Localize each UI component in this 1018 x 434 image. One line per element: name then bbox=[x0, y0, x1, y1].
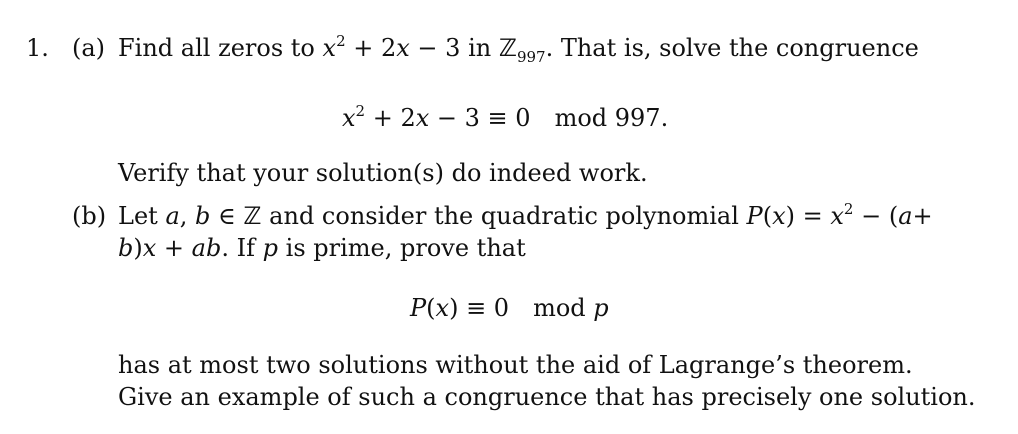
part-a-congruence-modulus: 997 bbox=[614, 104, 661, 132]
part-a-prefix: Find all zeros to bbox=[118, 34, 315, 62]
part-a-suffix: That is, solve the congruence bbox=[560, 34, 919, 62]
problem-number: 1. bbox=[26, 34, 49, 62]
part-b-consider: and consider the quadratic polynomial bbox=[269, 202, 739, 230]
part-b-closing-line1: has at most two solutions without the aid of Lagrange’s theorem. bbox=[118, 351, 913, 379]
part-b-let: Let bbox=[118, 202, 158, 230]
integers-symbol-b: ℤ bbox=[243, 202, 262, 230]
part-b-statement-line1: Let a, b ∈ ℤ and consider the quadratic polynomial $P(x) = x^2 - (a+$ bbox=[118, 200, 933, 230]
part-b-prove: is prime, prove that bbox=[285, 234, 526, 262]
integers-symbol: ℤ bbox=[498, 34, 517, 62]
part-a-verify: Verify that your solution(s) do indeed work. bbox=[118, 159, 648, 187]
part-b-if: If bbox=[236, 234, 255, 262]
part-b-label: (b) bbox=[72, 202, 107, 230]
part-a-modulus-sub: 997 bbox=[516, 48, 546, 66]
part-a-statement: Find all zeros to $x^2 + 2x - 3$ in ℤ$_{997}$. That is, solve the congruence bbox=[118, 32, 919, 66]
part-b-statement-line2: b)x + ab. If p is prime, prove that bbox=[118, 234, 526, 262]
part-a-label: (a) bbox=[72, 34, 106, 62]
part-a-polynomial: $x^2 + 2x - 3$ bbox=[322, 32, 461, 62]
part-a-congruence: $x^2 + 2x - 3 \equiv 0$ mod 997. bbox=[342, 102, 669, 132]
part-b-congruence: P(x) ≡ 0 mod p bbox=[410, 294, 609, 322]
part-b-closing-line2: Give an example of such a congruence that has precisely one solution. bbox=[118, 383, 976, 411]
